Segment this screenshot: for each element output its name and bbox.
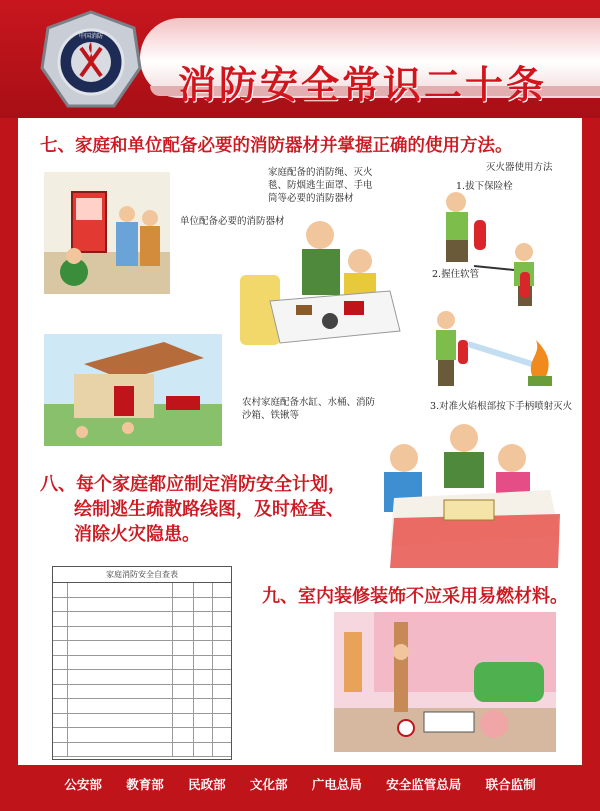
agency-label: 安全监管总局 <box>386 777 462 792</box>
agency-label: 教育部 <box>126 777 164 792</box>
fire-department-emblem-icon <box>36 8 146 114</box>
footer-agencies <box>0 775 600 793</box>
section9-title: 九、室内装修装饰不应采用易燃材料。 <box>262 586 568 607</box>
table-row <box>53 656 231 671</box>
table-row <box>53 627 231 642</box>
table-row <box>53 583 231 598</box>
illustration-extinguisher-step3 <box>424 310 560 390</box>
illustration-extinguisher-step2 <box>468 242 544 306</box>
home-fire-safety-checklist <box>52 566 232 760</box>
table-row <box>53 612 231 627</box>
extinguisher-usage-title: 灭火器使用方法 <box>486 162 553 173</box>
agency-label: 广电总局 <box>311 777 362 792</box>
table-row <box>53 685 231 700</box>
agency-label: 民政部 <box>188 777 226 792</box>
section7-title: 七、家庭和单位配备必要的消防器材并掌握正确的使用方法。 <box>40 136 513 156</box>
illustration-family-fire-plan <box>374 418 560 568</box>
section8-title-line2: 绘制逃生疏散路线图，及时检查、 <box>74 499 344 520</box>
extinguisher-step-1: 1.拔下保险栓 <box>456 181 513 192</box>
section8-title-line3: 消除火灾隐患。 <box>74 524 200 545</box>
caption-unit-equipment: 单位配备必要的消防器材 <box>180 216 285 227</box>
table-row <box>53 641 231 656</box>
extinguisher-step-2: 2.握住软管 <box>432 269 480 280</box>
illustration-unit-fire-cabinet <box>44 172 170 294</box>
illustration-interior-decoration <box>334 612 556 752</box>
caption-rural-equipment: 农村家庭配备水缸、水桶、消防沙箱、铁锹等 <box>242 397 376 421</box>
table-row <box>53 699 231 714</box>
agency-label: 联合监制 <box>485 777 536 792</box>
table-row <box>53 728 231 743</box>
table-row <box>53 598 231 613</box>
extinguisher-step-3: 3.对准火焰根部按下手柄喷射灭火 <box>430 401 573 412</box>
agency-label: 公安部 <box>64 777 102 792</box>
illustration-home-equipment <box>240 205 402 363</box>
illustration-rural-house <box>44 334 222 446</box>
page-title: 消防安全常识二十条 <box>178 63 548 107</box>
emblem-text: 中国消防 <box>78 33 104 40</box>
table-row <box>53 743 231 758</box>
section8-title-line1: 八、每个家庭都应制定消防安全计划， <box>40 474 346 495</box>
checklist-title: 家庭消防安全自查表 <box>53 567 231 583</box>
table-row <box>53 714 231 729</box>
table-row <box>53 670 231 685</box>
agency-label: 文化部 <box>249 777 288 792</box>
caption-home-equipment: 家庭配备的消防绳、灭火毯、防烟逃生面罩、手电筒等必要的消防器材 <box>268 167 373 204</box>
